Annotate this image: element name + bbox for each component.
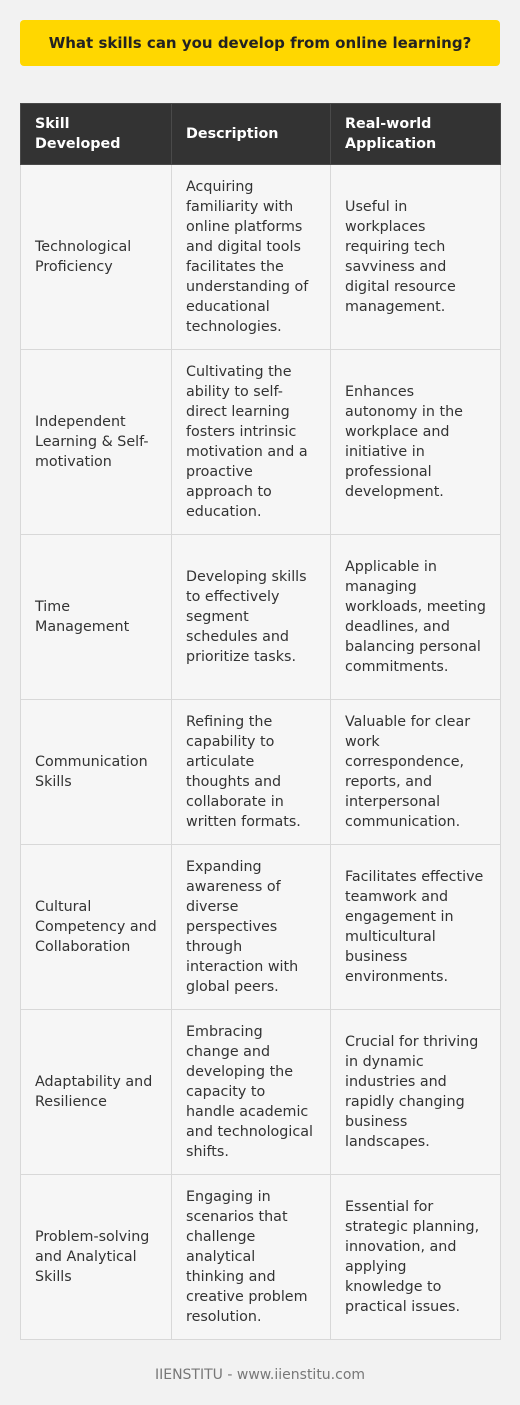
skill-cell: Problem-solving and Analytical Skills (21, 1175, 172, 1340)
table-row (21, 165, 501, 350)
description-cell: Embracing change and developing the capacity to handle academic and technological shifts. (172, 1010, 331, 1175)
application-cell: Essential for strategic planning, innovation, and applying knowledge to practical issues. (331, 1175, 501, 1340)
table-row (21, 1175, 501, 1340)
table-header (21, 104, 501, 165)
application-cell: Facilitates effective teamwork and engagement in multicultural business environments. (331, 845, 501, 1010)
table-header-row (21, 104, 501, 165)
page-title: What skills can you develop from online learning? (20, 20, 500, 66)
column-header-description: Description (172, 104, 331, 165)
table-body (21, 165, 501, 1340)
description-cell: Cultivating the ability to self-direct learning fosters intrinsic motivation and a proactive approach to education. (172, 350, 331, 535)
skill-cell: Cultural Competency and Collaboration (21, 845, 172, 1010)
footer-credit: IIENSTITU - www.iienstitu.com (154, 1367, 366, 1383)
table-row (21, 350, 501, 535)
table-row (21, 845, 501, 1010)
skill-cell: Adaptability and Resilience (21, 1010, 172, 1175)
description-cell: Acquiring familiarity with online platforms and digital tools facilitates the understanding of educational technologies. (172, 165, 331, 350)
skills-table (20, 103, 501, 1340)
skill-cell: Communication Skills (21, 700, 172, 845)
description-cell: Engaging in scenarios that challenge analytical thinking and creative problem resolution. (172, 1175, 331, 1340)
application-cell: Valuable for clear work correspondence, reports, and interpersonal communication. (331, 700, 501, 845)
table-row (21, 535, 501, 700)
description-cell: Developing skills to effectively segment schedules and prioritize tasks. (172, 535, 331, 700)
description-cell: Expanding awareness of diverse perspectives through interaction with global peers. (172, 845, 331, 1010)
application-cell: Crucial for thriving in dynamic industries and rapidly changing business landscapes. (331, 1010, 501, 1175)
application-cell: Applicable in managing workloads, meeting deadlines, and balancing personal commitments. (331, 535, 501, 700)
description-cell: Refining the capability to articulate thoughts and collaborate in written formats. (172, 700, 331, 845)
table-row (21, 1010, 501, 1175)
column-header-application: Real-world Application (331, 104, 501, 165)
skill-cell: Time Management (21, 535, 172, 700)
table-row (21, 700, 501, 845)
column-header-skill: Skill Developed (21, 104, 172, 165)
application-cell: Useful in workplaces requiring tech savviness and digital resource management. (331, 165, 501, 350)
skill-cell: Technological Proficiency (21, 165, 172, 350)
application-cell: Enhances autonomy in the workplace and initiative in professional development. (331, 350, 501, 535)
skill-cell: Independent Learning & Self-motivation (21, 350, 172, 535)
